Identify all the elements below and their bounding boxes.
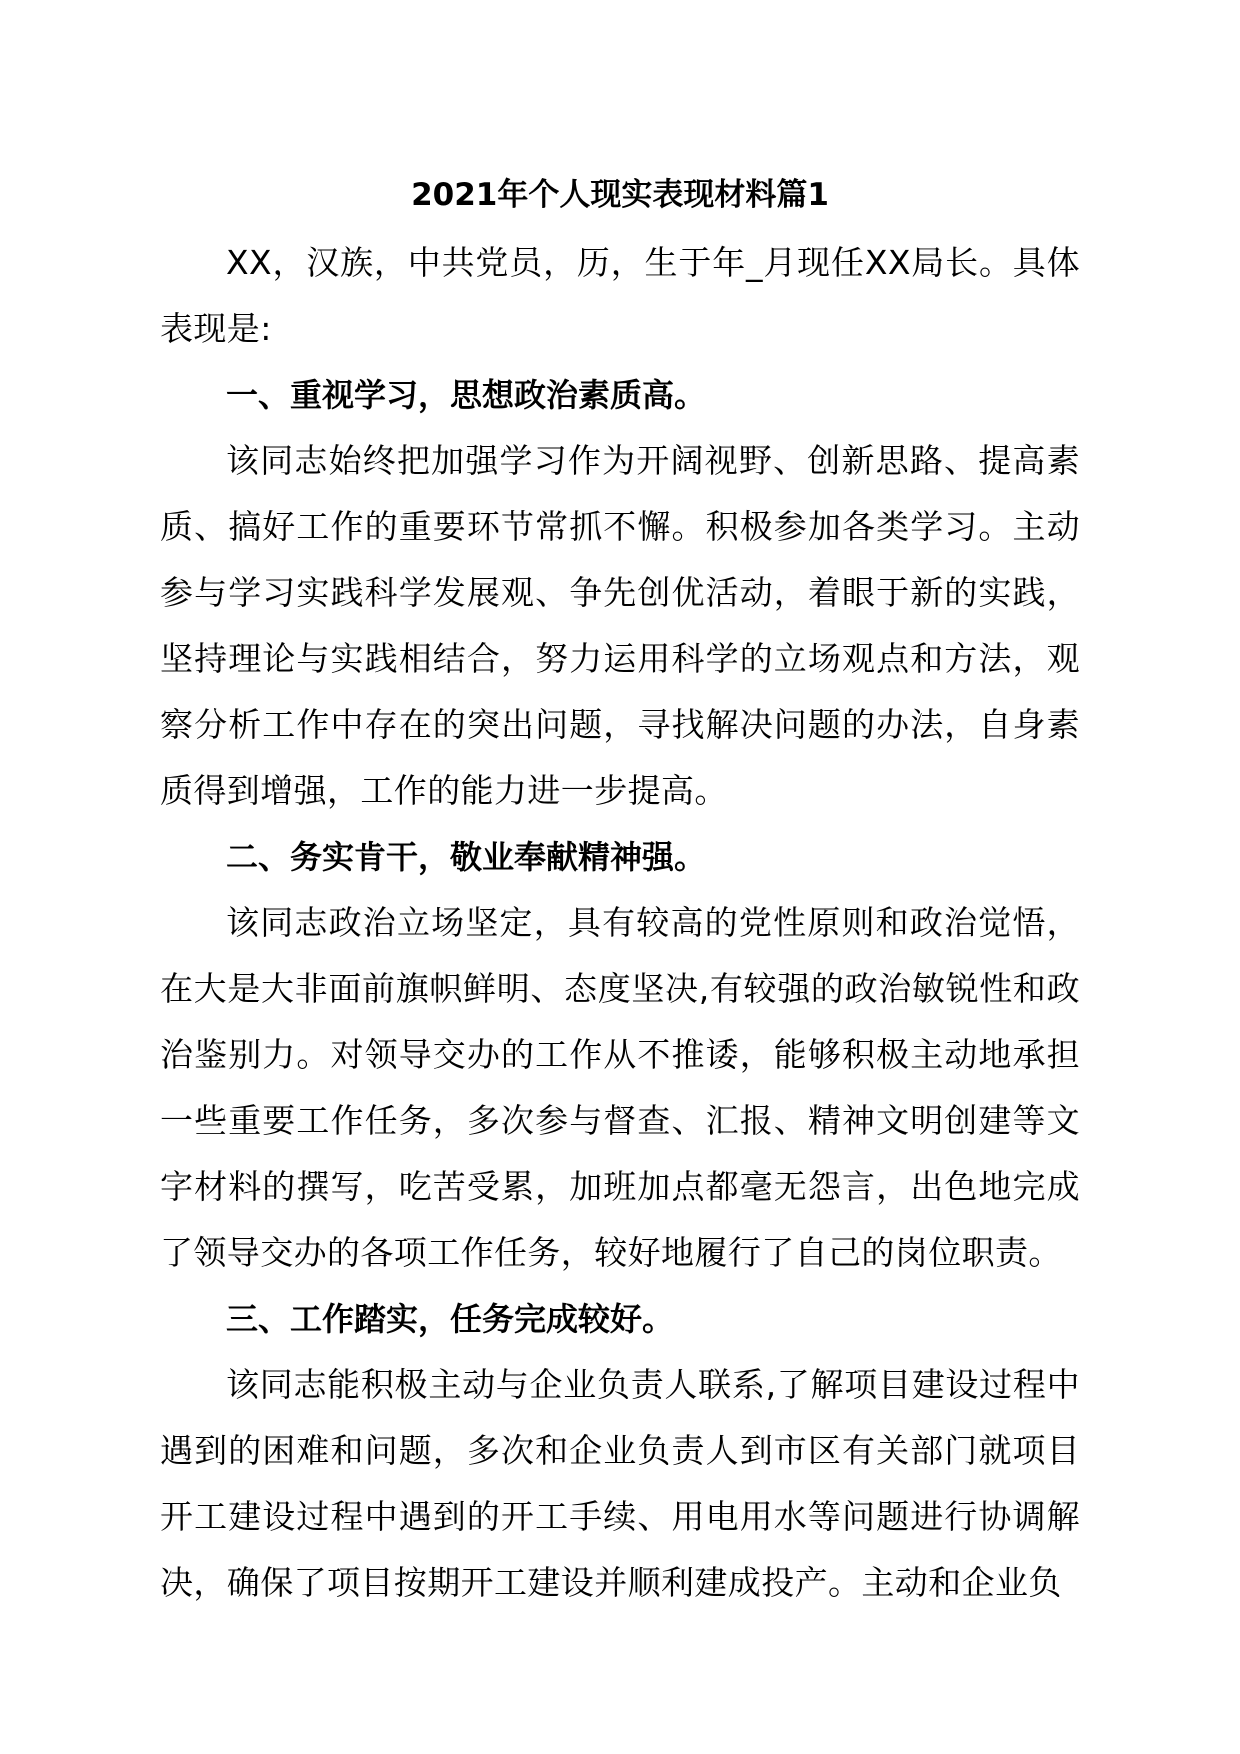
section-2-body: 该同志政治立场坚定，具有较高的党性原则和政治觉悟，在大是大非面前旗帜鲜明、态度坚决,有较强的政治敏锐性和政治鉴别力。对领导交办的工作从不推诿，能够积极主动地承担一些重要工作任务，多次参与督查、汇报、精神文明创建等文字材料的撰写，吃苦受累，加班加点都毫无怨言，出色地完成了领导交办的各项工作任务，较好地履行了自己的岗位职责。 xyxy=(160,903,1080,1272)
section-1-body: 该同志始终把加强学习作为开阔视野、创新思路、提高素质、搞好工作的重要环节常抓不懈。积极参加各类学习。主动参与学习实践科学发展观、争先创优活动，着眼于新的实践，坚持理论与实践相结合，努力运用科学的立场观点和方法，观察分析工作中存在的突出问题，寻找解决问题的办法，自身素质得到增强，工作的能力进一步提高。 xyxy=(160,441,1080,810)
intro-paragraph: XX，汉族，中共党员，历，生于年_月现任XX局长。具体表现是: xyxy=(160,243,1080,348)
document-title: 2021年个人现实表现材料篇1 xyxy=(411,177,829,213)
title-spacer xyxy=(160,222,1080,230)
document-page xyxy=(160,168,1080,1616)
section-3-heading: 三、工作踏实，任务完成较好。 xyxy=(226,1300,675,1338)
section-2-heading: 二、务实肯干，敬业奉献精神强。 xyxy=(226,838,707,876)
section-3-body: 该同志能积极主动与企业负责人联系,了解项目建设过程中遇到的困难和问题，多次和企业负责人到市区有关部门就项目开工建设过程中遇到的开工手续、用电用水等问题进行协调解决，确保了项目按期开工建设并顺利建成投产。主动和企业负 xyxy=(160,1365,1080,1602)
section-1-heading: 一、重视学习，思想政治素质高。 xyxy=(226,376,707,414)
